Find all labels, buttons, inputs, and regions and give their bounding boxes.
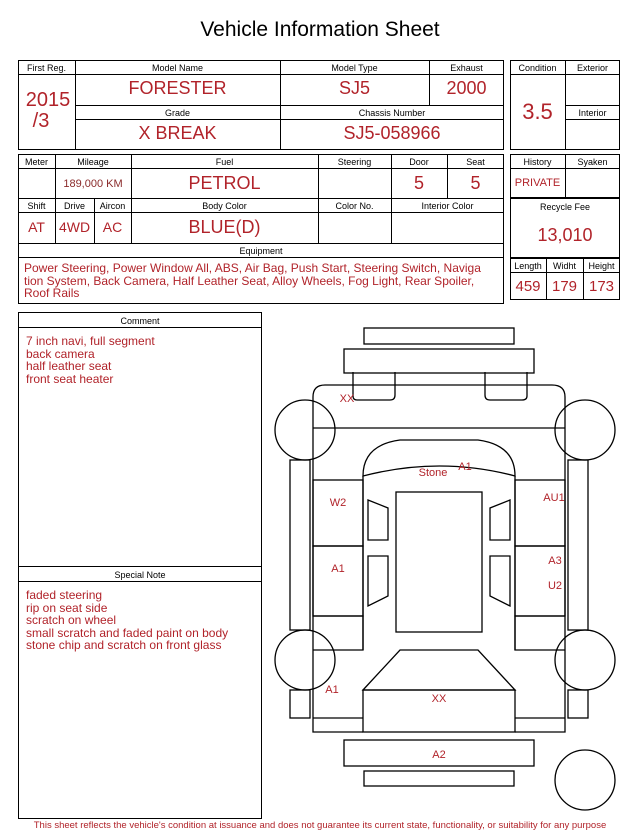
body-color-label: Body Color bbox=[202, 201, 247, 211]
grade-value: X BREAK bbox=[138, 123, 217, 143]
damage-mark-rear-glass: XX bbox=[431, 693, 447, 705]
drive-label: Drive bbox=[63, 201, 85, 211]
equipment-line: tion System, Back Camera, Half Leather Seat, Alloy Wheels, Fog Light, Rear Spoiler, bbox=[24, 273, 475, 288]
grade-label: Grade bbox=[164, 108, 190, 118]
hood-panel bbox=[313, 385, 565, 428]
damage-mark-right-rear-door-a: A3 bbox=[548, 555, 562, 567]
comment-label: Comment bbox=[120, 316, 160, 326]
equipment-list bbox=[24, 262, 502, 300]
length-value: 459 bbox=[515, 278, 541, 295]
meter-label: Meter bbox=[24, 157, 48, 167]
comment-list bbox=[26, 335, 256, 385]
wheel-rear-left bbox=[275, 630, 335, 690]
steering-label: Steering bbox=[337, 157, 372, 167]
chassis-number-label: Chassis Number bbox=[358, 108, 426, 118]
interior-color-label: Interior Color bbox=[421, 201, 474, 211]
special-note-line: stone chip and scratch on front glass bbox=[26, 638, 222, 652]
wheel-rear-right bbox=[555, 630, 615, 690]
spare-wheel bbox=[555, 750, 615, 810]
special-note-label: Special Note bbox=[114, 570, 166, 580]
exhaust-value: 2000 bbox=[446, 78, 487, 98]
front-bumper-upper bbox=[364, 328, 514, 344]
damage-mark-left-rear-quarter: A1 bbox=[325, 684, 339, 696]
width-label: Widht bbox=[552, 261, 576, 271]
damage-mark-front-left: XX bbox=[339, 393, 355, 405]
comment-line: front seat heater bbox=[26, 371, 114, 386]
exterior-label: Exterior bbox=[576, 63, 608, 73]
width-value: 179 bbox=[551, 278, 578, 295]
door-value: 5 bbox=[413, 173, 424, 193]
mileage-label: Mileage bbox=[77, 157, 109, 167]
condition-score: 3.5 bbox=[522, 99, 553, 124]
damage-mark-left-front-door: W2 bbox=[329, 497, 347, 509]
fuel-label: Fuel bbox=[215, 157, 234, 167]
door-label: Door bbox=[409, 157, 429, 167]
recycle-fee-label: Recycle Fee bbox=[539, 202, 591, 212]
left-rear-door bbox=[313, 546, 363, 616]
damage-mark-right-rear-door-u: U2 bbox=[547, 580, 563, 592]
interior-label: Interior bbox=[578, 108, 607, 118]
chassis-number-value: SJ5-058966 bbox=[343, 123, 441, 143]
damage-mark-windshield-code: A1 bbox=[458, 461, 472, 473]
first-reg-label: First Reg. bbox=[26, 63, 66, 73]
seat-value: 5 bbox=[470, 173, 481, 193]
height-value: 173 bbox=[588, 278, 615, 295]
damage-mark-left-rear-door: A1 bbox=[331, 563, 345, 575]
length-label: Length bbox=[514, 261, 542, 271]
special-note-line: scratch on wheel bbox=[26, 613, 117, 627]
roof bbox=[396, 492, 482, 632]
equipment-line: Power Steering, Power Window All, ABS, Air Bag, Push Start, Steering Switch, Naviga bbox=[24, 261, 481, 275]
right-front-door bbox=[515, 480, 565, 546]
model-name-label: Model Name bbox=[151, 63, 204, 73]
body-color-value: BLUE(D) bbox=[188, 217, 261, 237]
color-no-label: Color No. bbox=[335, 201, 374, 211]
history-value: PRIVATE bbox=[514, 177, 561, 189]
recycle-fee-value: 13,010 bbox=[537, 225, 593, 245]
shift-value: AT bbox=[28, 219, 45, 235]
aircon-label: Aircon bbox=[99, 201, 126, 211]
special-note-line: faded steering bbox=[26, 588, 103, 602]
comment-line: half leather seat bbox=[26, 359, 112, 373]
syaken-label: Syaken bbox=[577, 157, 608, 167]
wheel-front-right bbox=[555, 400, 615, 460]
special-note-line: rip on seat side bbox=[26, 600, 108, 615]
model-name-value: FORESTER bbox=[128, 78, 227, 98]
comment-line: 7 inch navi, full segment bbox=[26, 334, 155, 348]
first-reg-year: 2015 bbox=[25, 89, 71, 111]
exhaust-label: Exhaust bbox=[450, 63, 483, 73]
drive-value: 4WD bbox=[58, 219, 91, 235]
model-type-label: Model Type bbox=[331, 63, 378, 73]
special-note-list bbox=[26, 589, 258, 652]
fuel-value: PETROL bbox=[188, 173, 261, 193]
page-title: Vehicle Information Sheet bbox=[200, 18, 440, 41]
condition-label: Condition bbox=[518, 63, 557, 73]
footer-disclaimer: This sheet reflects the vehicle's condition at issuance and does not guarantee its current state, functionality, or suitability for any purpose bbox=[33, 820, 607, 831]
seat-label: Seat bbox=[466, 157, 485, 167]
model-type-value: SJ5 bbox=[338, 78, 371, 98]
aircon-value: AC bbox=[102, 219, 123, 235]
history-label: History bbox=[523, 157, 552, 167]
front-bumper-lower bbox=[344, 349, 534, 373]
rear-bumper-lower bbox=[364, 771, 514, 786]
damage-mark-windshield-stone: Stone bbox=[418, 467, 448, 479]
shift-label: Shift bbox=[27, 201, 46, 211]
height-label: Height bbox=[588, 261, 615, 271]
comment-line: back camera bbox=[26, 346, 95, 361]
special-note-line: small scratch and faded paint on body bbox=[26, 625, 229, 640]
rear-window bbox=[363, 650, 515, 690]
equipment-label: Equipment bbox=[239, 246, 283, 256]
equipment-line: Roof Rails bbox=[24, 286, 80, 300]
wheel-front-left bbox=[275, 400, 335, 460]
damage-mark-right-front-door: AU1 bbox=[543, 492, 565, 504]
left-front-door bbox=[313, 480, 363, 546]
mileage-value: 189,000 KM bbox=[63, 178, 123, 190]
damage-mark-rear-bumper: A2 bbox=[432, 749, 446, 761]
first-reg-month: /3 bbox=[32, 110, 50, 132]
